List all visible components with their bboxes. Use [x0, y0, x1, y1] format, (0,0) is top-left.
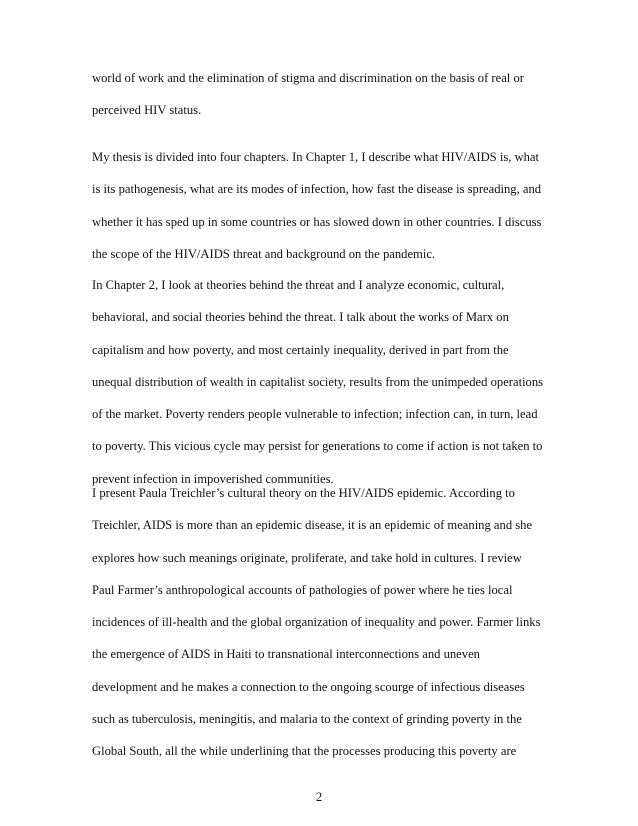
paragraph-line: capitalism and how poverty, and most certainly inequality, derived in part from the: [92, 342, 509, 357]
paragraph-line: I present Paula Treichler’s cultural theory on the HIV/AIDS epidemic. According to: [92, 486, 515, 500]
paragraph-line: the emergence of AIDS in Haiti to transnational interconnections and uneven: [92, 647, 480, 662]
paragraph-line: the scope of the HIV/AIDS threat and background on the pandemic.: [92, 246, 436, 261]
paragraph-line: Global South, all the while underlining that the processes producing this poverty are: [92, 744, 517, 759]
paragraph-line: My thesis is divided into four chapters. In Chapter 1, I describe what HIV/AIDS is, what: [92, 150, 539, 164]
paragraph-line: development and he makes a connection to the ongoing scourge of infectious diseases: [92, 679, 525, 694]
paragraph-line: is its pathogenesis, what are its modes of infection, how fast the disease is spreading, and: [92, 182, 542, 197]
paragraph-line: to poverty. This vicious cycle may persist for generations to come if action is not taken to: [92, 439, 543, 454]
paragraph-line: prevent infection in impoverished communities.: [92, 471, 334, 486]
paragraph-line: unequal distribution of wealth in capitalist society, results from the unimpeded operations: [92, 374, 544, 389]
paragraph-line: such as tuberculosis, meningitis, and malaria to the context of grinding poverty in the: [92, 712, 522, 727]
paragraph-line: Treichler, AIDS is more than an epidemic disease, it is an epidemic of meaning and she: [92, 518, 533, 533]
paragraph-1: [92, 62, 562, 127]
paragraph-line: incidences of ill-health and the global organization of inequality and power. Farmer links: [92, 615, 541, 630]
paragraph-line: explores how such meanings originate, proliferate, and take hold in cultures. I review: [92, 550, 522, 565]
paragraph-line: whether it has sped up in some countries or has slowed down in other countries. I discuss: [92, 214, 542, 229]
paragraph-line: perceived HIV status.: [92, 103, 202, 118]
paragraph-line: In Chapter 2, I look at theories behind the threat and I analyze economic, cultural,: [92, 278, 505, 292]
paragraph-line: Paul Farmer’s anthropological accounts of pathologies of power where he ties local: [92, 582, 513, 597]
page-number: 2: [315, 790, 323, 804]
paragraph-line: behavioral, and social theories behind the threat. I talk about the works of Marx on: [92, 310, 509, 325]
paragraph-4: [92, 477, 562, 768]
paragraph-2: [92, 141, 562, 270]
paragraph-3: [92, 269, 562, 495]
paragraph-line: of the market. Poverty renders people vulnerable to infection; infection can, in turn, lead: [92, 407, 538, 422]
paragraph-line: world of work and the elimination of stigma and discrimination on the basis of real or: [92, 71, 524, 85]
